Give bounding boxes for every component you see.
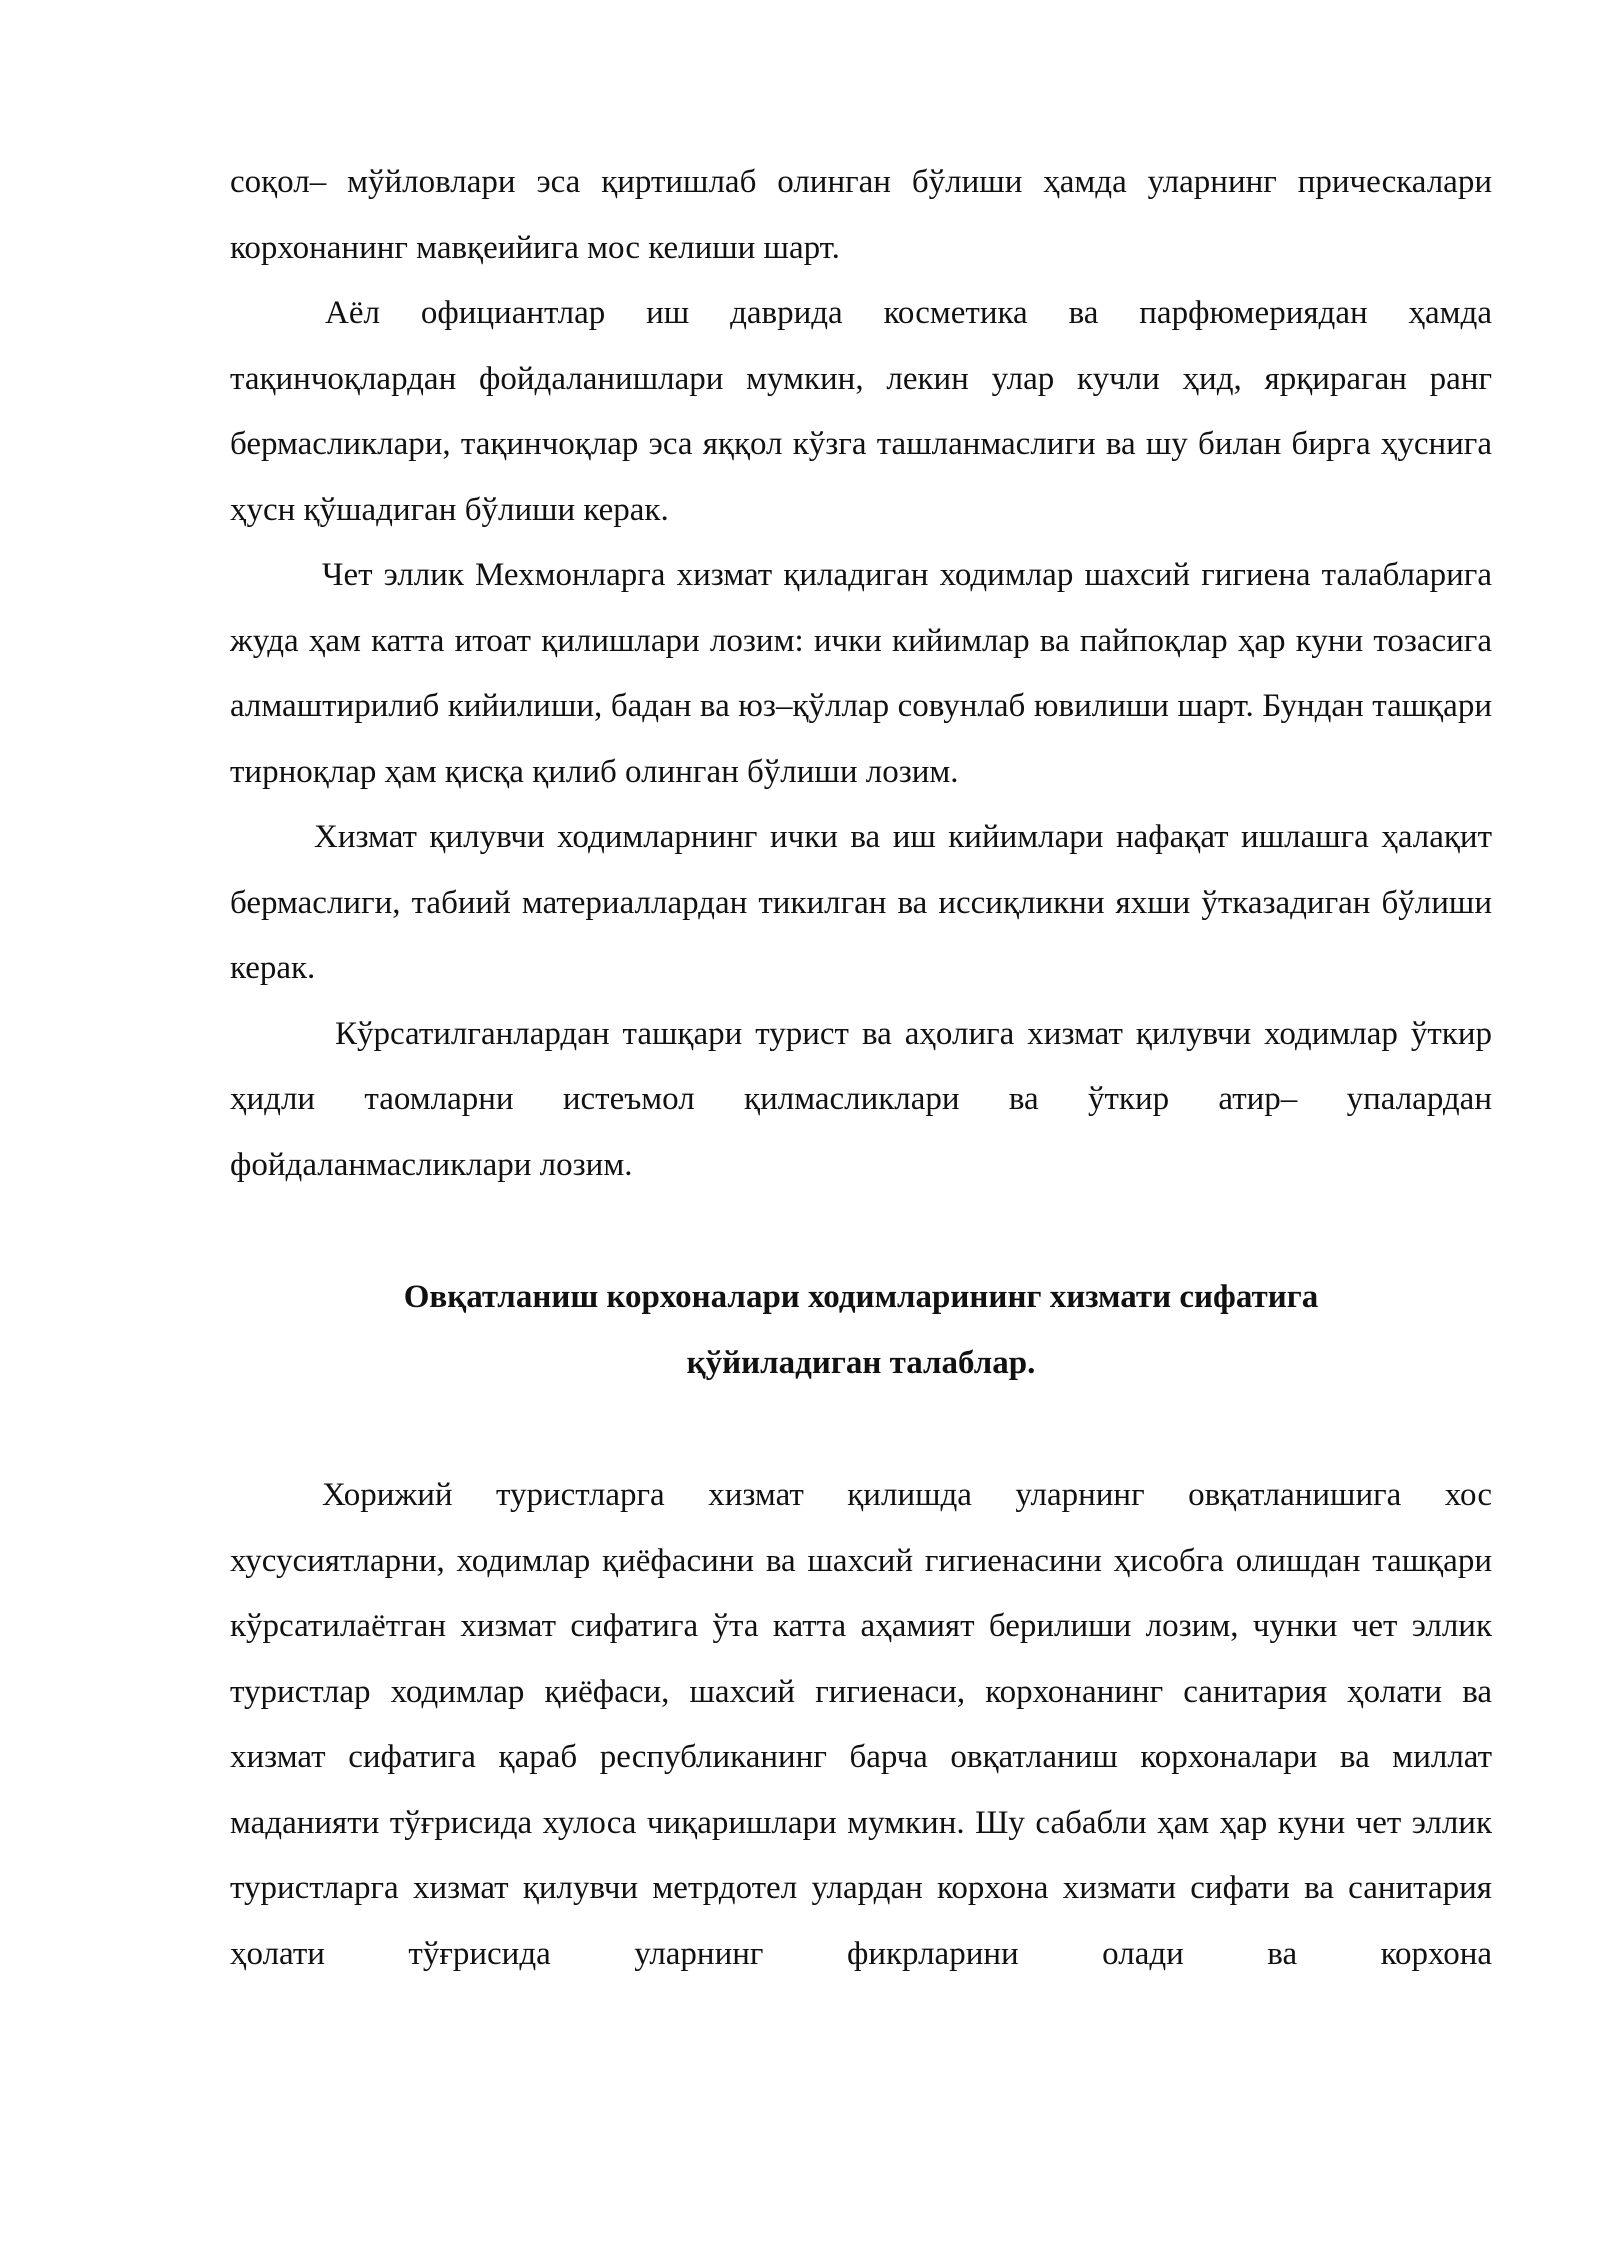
paragraph-service-quality: Хорижий туристларга хизмат қилишда уларнинг овқатланишига хос хусусиятларни, ходимлар қиёфасини ва шахсий гигиенасини ҳисобга олишдан ташқари кўрсатилаётган хизмат сифатига ўта катта аҳамият берилиши лозим, чунки чет эллик туристлар ходимлар қиёфаси, шахсий гигиенаси, корхонанинг санитария ҳолати ва хизмат сифатига қараб республиканинг барча овқатланиш корхоналари ва миллат маданияти тўғрисида хулоса чиқаришлари мумкин. Шу сабабли ҳам ҳар куни чет эллик туристларга хизмат қилувчи метрдотел улардан корхона хизмати сифати ва санитария ҳолати тўғрисида уларнинг фикрларини олади ва корхона [230,1477,1492,1972]
paragraph-women-waiters-cosmetics: Аёл официантлар иш даврида косметика ва парфюмериядан ҳамда тақинчоқлардан фойдаланишлари мумкин, лекин улар кучли ҳид, ярқираган ранг бермасликлари, тақинчоқлар эса яққол кўзга ташланмаслиги ва шу билан бирга ҳуснига ҳусн қўшадиган бўлиши керак. [230,295,1492,528]
section-heading-line-1: Овқатланиш корхоналари ходимларининг хизмати сифатига [403,1279,1319,1315]
paragraph-continuation: соқол– мўйловлари эса қиртишлаб олинган бўлиши ҳамда уларнинг прическалари корхонанинг мавқеийига мос келиши шарт. [230,164,1492,266]
section-heading [230,1265,1492,1396]
paragraph-personal-hygiene: Чет эллик Мехмонларга хизмат қиладиган ходимлар шахсий гигиена талабларига жуда ҳам катта итоат қилишлари лозим: ички кийимлар ва пайпоқлар ҳар куни тозасига алмаштирилиб кийилиши, бадан ва юз–қўллар совунлаб ювилиши шарт. Бундан ташқари тирноқлар ҳам қисқа қилиб олинган бўлиши лозим. [230,557,1492,790]
paragraph-food-perfume-restrictions: Кўрсатилганлардан ташқари турист ва аҳолига хизмат қилувчи ходимлар ўткир ҳидли таомларни истеъмол қилмасликлари ва ўткир атир– упалардан фойдаланмасликлари лозим. [230,1015,1492,1183]
document-page [230,150,1492,1987]
paragraph-work-clothing: Хизмат қилувчи ходимларнинг ички ва иш кийимлари нафақат ишлашга ҳалақит бермаслиги, табиий материаллардан тикилган ва иссиқликни яхши ўтказадиган бўлиши керак. [230,819,1492,986]
section-heading-line-2: қўйиладиган талаблар. [686,1344,1036,1381]
